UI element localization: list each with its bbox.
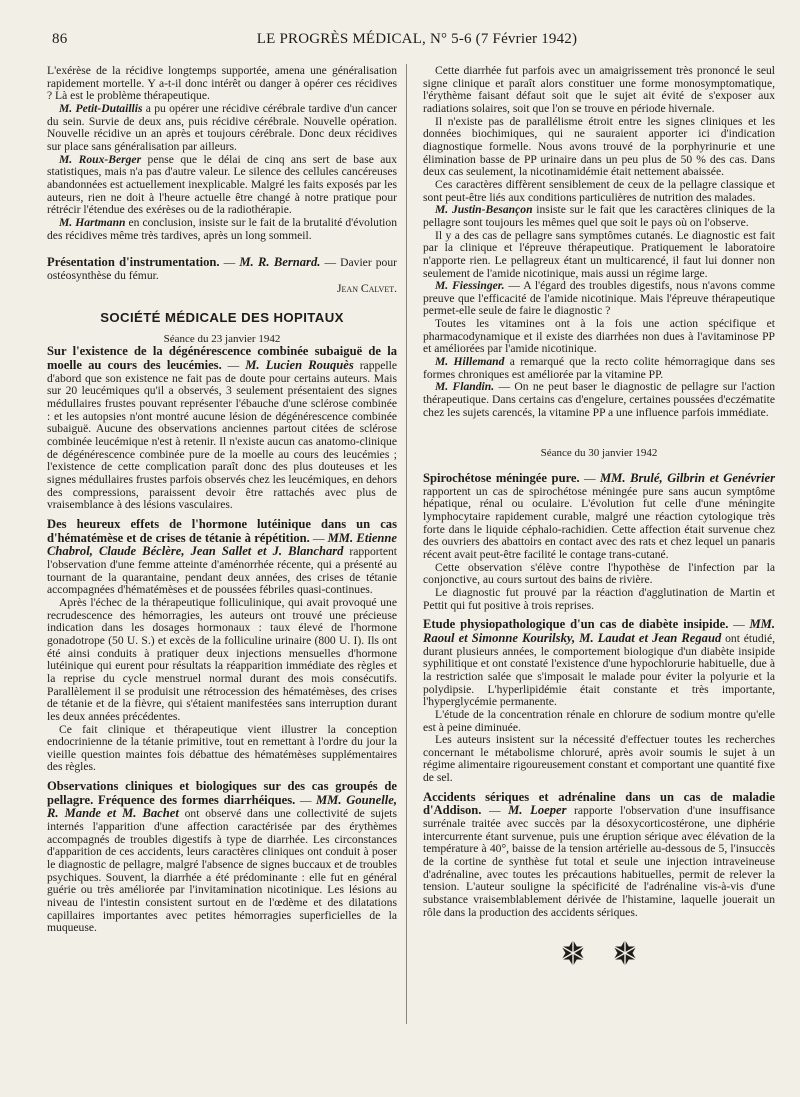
right-column [423, 65, 775, 971]
paragraph: M. Fiessinger. — A l'égard des troubles digestifs, nous n'avons comme preuve que l'efficacité de l'amide nicotinique. Mais l'épreuve thérapeutique permet-elle seule de faire le diagnostic ? [423, 279, 775, 318]
speaker-name: M. Flandin. [435, 380, 495, 394]
paragraph: M. Justin-Besançon insiste sur le fait que les caractères cliniques de la pellagre sont toujours les mêmes quel que soit le pays où on l'observe. [423, 203, 775, 229]
paragraph: Après l'échec de la thérapeutique folliculinique, qui avait provoqué une recrudescence des hémorragies, les auteurs ont trouvé une précieuse indication dans les dosages hormonaux : taux élevé de l'hormone gonadotrope (50 U. S.) et excès de la folliculine urinaire (800 U. I). Ils ont été ainsi conduits à pratiquer deux injections mensuelles d'hormone lutéinique qui eurent pour résultats la réapparition immédiate des règles et la reprise du cycle menstruel normal durant des mois consécutifs. Parallèlement il se produisit une rétrocession des hématémèses, des crises de tétanie et de la fièvre, qui s'étaient manifestées sans interruption durant les deux années précédentes. [47, 595, 397, 723]
section-title: Accidents sériques et adrénaline dans un cas de maladie d'Addison. [423, 789, 775, 818]
paragraph: M. Roux-Berger pense que le délai de cinq ans sert de base aux statistiques, mais n'a pas d'autre valeur. Le silence des cellules cancéreuses abandonnées est actuellement inexplicable. Malgré les faits exposés par les auteurs, rien ne doit à l'heure actuelle être changé à notre pratique pour rétrécir l'étendue des exérèses ou de la radiothérapie. [47, 152, 397, 217]
left-column [47, 65, 397, 935]
speaker-name: M. Justin-Besançon [435, 203, 533, 217]
communication: Etude physiopathologique d'un cas de diabète insipide. — MM. Raoul et Simonne Kourilsky, M. Laudat et Jean Regaud ont étudié, durant plusieurs années, le comportement biologique d'un diabète insipide syphilitique et ont constaté l'existence d'une hypochlorurie habituelle, due à la restriction salée que s'imposait le malade pour éviter la polyurie et la polydipsie. L'hyperlipidémie était constante et très importante, l'hyperglycémie permanente. [423, 617, 776, 709]
speaker-name: MM. Raoul et Simonne Kourilsky, M. Laudat et Jean Regaud [423, 617, 776, 645]
paragraph: Le diagnostic fut prouvé par la réaction d'agglutination de Martin et Pettit qui fut positive à trois reprises. [423, 585, 775, 612]
paragraph: M. Flandin. — On ne peut baser le diagnostic de pellagre sur l'action thérapeutique. Dans certains cas d'engelure, certaines poussées d'eczématite chez les sujets carencés, la vitamine PP a une influence parfois immédiate. [423, 380, 775, 419]
paragraph: Ce fait clinique et thérapeutique vient illustrer la conception endocrinienne de la tétanie primitive, tout en remettant à l'ordre du jour la vieille question maintes fois débattue des hématémèses supplémentaires des règles. [47, 722, 397, 774]
communication: Observations cliniques et biologiques sur des cas groupés de pellagre. Fréquence des formes diarrhéiques. — MM. Gounelle, R. Mande et M. Bachet ont observé dans une collectivité de sujets internés l'apparition d'une affection caractérisée par des érythèmes accompagnés de troubles digestifs à type de diarrhée. Les circonstances d'apparition de ces accidents, leurs caractères cliniques ont conduit à poser le diagnostic de pellagre, malgré l'absence de signes buccaux et de troubles psychiques. Souvent, la diarrhée a été prédominante : elle fut en général guérie ou très améliorée par l'invitamination nicotinique. Les lésions au niveau de l'intestin consistent surtout en de l'œdème et des dilatations capillaires importantes avec petites hémorragies superficielles de la muqueuse. [47, 779, 397, 935]
speaker-name: MM. Brulé, Gilbrin et Genévrier [599, 471, 775, 486]
paragraph: M. Petit-Dutaillis a pu opérer une récidive cérébrale tardive d'un cancer du sein. Survie de deux ans, puis récidive cérébrale. Nouvelle opération. Nouvelle récidive un an après et toujours cérébrale. Donc deux récidives sur place sans généralisation par ailleurs. [47, 101, 397, 153]
paragraph: M. Hartmann en conclusion, insiste sur le fait de la brutalité d'évolution des récidives même très tardives, après un long sommeil. [47, 215, 397, 242]
paragraph: Ces caractères diffèrent sensiblement de ceux de la pellagre classique et sont peut-être liés aux conditions particulières de nutrition des malades. [423, 177, 775, 204]
column-divider [406, 64, 407, 1024]
speaker-name: MM. Gounelle, R. Mande et M. Bachet [47, 792, 397, 821]
paragraph: Cette observation s'élève contre l'hypothèse de l'infection par la conjonctive, au cours surtout des bains de rivière. [423, 560, 775, 587]
society-heading: SOCIÉTÉ MÉDICALE DES HOPITAUX [100, 310, 344, 326]
paragraph: Les auteurs insistent sur la nécessité d'effectuer toutes les recherches concernant le métabolisme chloruré, après avoir soumis le sujet à un régime alimentaire rigoureusement constant et comportant une quantité fixe de sel. [423, 733, 775, 785]
hexagram-ornament-icon [611, 939, 639, 967]
communication: Spirochétose méningée pure. — MM. Brulé, Gilbrin et Genévrier rapportent un cas de spirochétose méningée pure sans aucun symptôme hépatique, rénal ou oculaire. L'évolution fut celle d'une méningite lymphocytaire rapidement curable, malgré une réaction cytologique très forte dans le liquide céphalo-rachidien. Cette affection était survenue chez des ouvriers des abattoirs en contact avec des rats et chez lequel un panaris récent avait peut-être facilité le contage trans-cutané. [423, 471, 775, 561]
speaker-name: M. Hillemand [435, 355, 505, 369]
speaker-name: M. Petit-Dutaillis [59, 101, 143, 115]
communication: Sur l'existence de la dégénérescence combinée subaiguë de la moelle au cours des leucémies. — M. Lucien Rouquès rappelle d'abord que son existence ne fait pas de doute pour certains auteurs. Mais sur 20 leucémiques qu'il a observés, 3 seulement présentaient des signes médullaires frustes pouvant représenter l'ébauche d'une sclérose combinée : et les autopsies n'ont montré aucune lésion de dégénérescence combinée subaiguë. Aucune des observations anciennes partout citées de sclérose combinée leucémique n'est à retenir. Il n'existe aucun cas anatomo-clinique de dégénérescence combinée pure de la moelle au cours des leucémies ; l'existence de cette complication paraît donc des plus douteuses et les signes médullaires frustes parfois observés chez les leucémiques, en dehors des compressions, paraissent devoir être rattachés avec plus de vraisemblance à des lésions vasculaires. [47, 344, 398, 512]
section-title: Sur l'existence de la dégénérescence combinée subaiguë de la moelle au cours des leucémies. [47, 344, 397, 373]
session-date: Séance du 30 janvier 1942 [540, 447, 658, 460]
section-title: Spirochétose méningée pure. [423, 471, 580, 486]
page-number: 86 [52, 31, 68, 47]
running-title: LE PROGRÈS MÉDICAL, N° 5-6 (7 Février 1942) [256, 31, 578, 47]
speaker-name: M. Fiessinger. [435, 279, 505, 293]
speaker-name: M. Loeper [508, 803, 567, 818]
speaker-name: M. R. Bernard. [239, 255, 321, 270]
section-title: Des heureux effets de l'hormone lutéinique dans un cas d'hématémèse et de crises de tétanie à répétition. [47, 517, 397, 545]
section-title: Observations cliniques et biologiques sur des cas groupés de pellagre. Fréquence des formes diarrhéiques. [47, 779, 397, 807]
speaker-name: M. Hartmann [59, 215, 126, 229]
running-header [52, 31, 782, 53]
hexagram-ornament-icon [559, 939, 587, 967]
end-ornament [423, 939, 775, 971]
paragraph: M. Hillemand a remarqué que la recto colite hémorragique dans ses formes chroniques est améliorée par la vitamine PP. [423, 355, 775, 381]
paragraph: Cette diarrhée fut parfois avec un amaigrissement très prononcé le seul signe clinique et paraît alors constituer une forme monosymptomatique, l'érythème faisant défaut soit que le sujet ait évité de s'exposer aux radiations solaires, soit que l'on se trouve en période hivernale. [423, 64, 775, 115]
session-date: Séance du 23 janvier 1942 [163, 332, 281, 345]
speaker-name: MM. Etienne Chabrol, Claude Béclère, Jean Sallet et J. Blanchard [47, 530, 398, 559]
instrumentation-entry: Présentation d'instrumentation. — M. R. Bernard. — Davier pour ostéosynthèse du fémur. [47, 255, 397, 282]
communication: Accidents sériques et adrénaline dans un cas de maladie d'Addison. — M. Loeper rapporte l'observation d'une insuffisance surrénale traitée avec succès par la désoxycorticostérone, une diphérie intercurrente étant survenue, puis une éruption sérique avec élévation de la température à 40°, baisse de la tension artérielle au-dessous de 5, l'insuccès de la cortine de synthèse fut total et seule une injection intraveineuse d'adrénaline, avec toutes les précautions habituelles, permit de relever la tension. L'auteur souligne la spécificité de l'adrénaline vis-à-vis d'une substance vraisemblablement dérivée de l'histamine, laquelle jouerait un rôle dans la production des accidents sériques. [423, 789, 775, 919]
paragraph: Toutes les vitamines ont à la fois une action spécifique et pharmacodynamique et il existe des diarrhées non dues à l'avitaminose PP et améliorées par l'amide nicotinique. [423, 317, 775, 356]
signature: Jean Calvet. [337, 281, 397, 295]
section-title: Présentation d'instrumentation. [47, 255, 220, 270]
paragraph: L'étude de la concentration rénale en chlorure de sodium montre qu'elle est à peine diminuée. [423, 707, 775, 734]
speaker-name: M. Roux-Berger [59, 152, 142, 166]
paragraph: Il y a des cas de pellagre sans symptômes cutanés. Le diagnostic est fait par la clinique et l'épreuve thérapeutique. Pratiquement le laboratoire n'apporte rien. Le pellagreux étant un multicarencé, il faut lui donner non seulement de l'amide nicotinique, mais aussi un régime large. [423, 228, 775, 280]
section-title: Etude physiopathologique d'un cas de diabète insipide. [423, 617, 729, 632]
speaker-name: M. Lucien Rouquès [245, 358, 354, 373]
paragraph: Il n'existe pas de parallélisme étroit entre les signes cliniques et les données biochimiques, qui ne sauraient apporter ici d'indication diagnostique formelle. Nous avons trouvé de la porphyrinurie et une élimination basse de PP urinaire dans un peu plus de 50 % des cas. Dans deux cas seulement, la nicotinamidémie était nettement abaissée. [423, 114, 775, 179]
communication: Des heureux effets de l'hormone lutéinique dans un cas d'hématémèse et de crises de tétanie à répétition. — MM. Etienne Chabrol, Claude Béclère, Jean Sallet et J. Blanchard rapportent l'observation d'une femme atteinte d'aménorrhée récente, qui a présenté au tournant de la quarantaine, pendant deux années, des crises de tétanie accompagnées d'hématémèses et de poussées fébriles quasi-continues. [47, 517, 398, 597]
paragraph: L'exérèse de la récidive longtemps supportée, amena une généralisation rapidement mortelle. Y a-t-il donc intérêt ou danger à opérer ces récidives ? Là est le problème thérapeutique. [47, 64, 397, 103]
